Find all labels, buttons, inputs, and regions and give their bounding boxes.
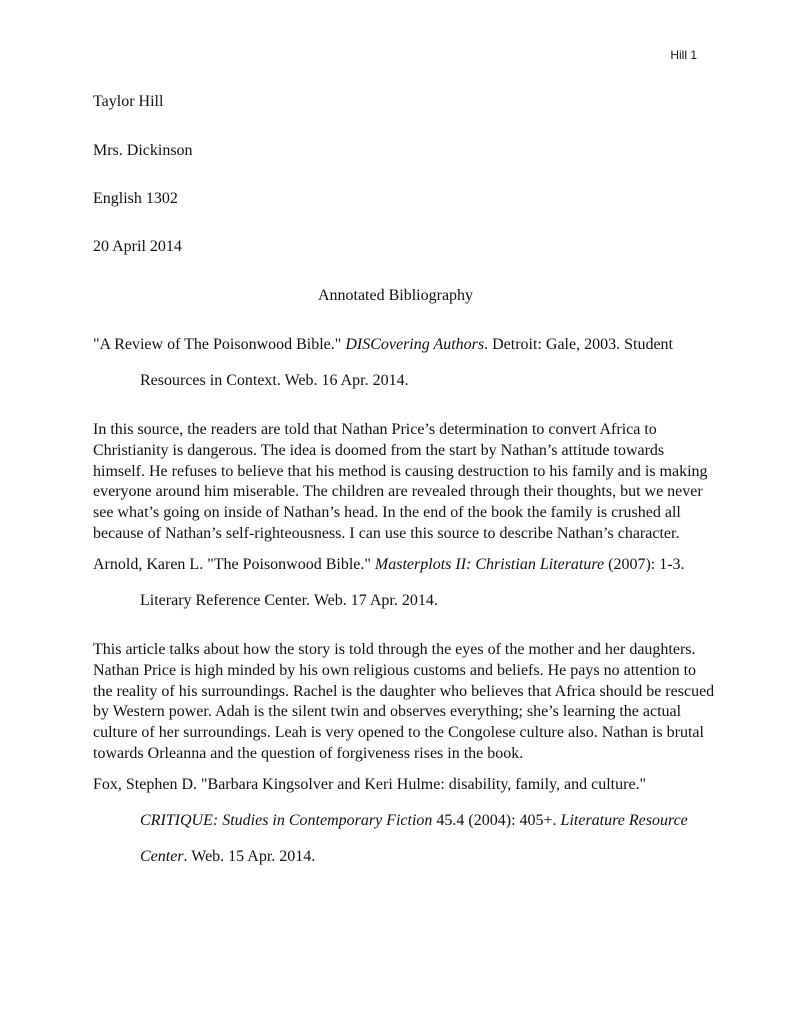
annotation-line: culture of her surroundings. Leah is very opened to the Congolese culture also. Nathan is brutal — [93, 724, 704, 742]
citation-2-text-a: Arnold, Karen L. "The Poisonwood Bible." — [93, 556, 375, 573]
annotation-2 — [93, 640, 715, 765]
citation-3-line-1: Fox, Stephen D. "Barbara Kingsolver and Keri Hulme: disability, family, and culture." — [93, 776, 647, 793]
annotation-line: the reality of his surroundings. Rachel is the daughter who believes that Africa should be rescued — [93, 682, 715, 700]
citation-3-database-end: Center — [140, 848, 184, 865]
paper-date: 20 April 2014 — [93, 238, 182, 255]
citation-1-line-1 — [93, 336, 673, 354]
annotation-line: Nathan Price is high minded by his own religious customs and beliefs. He pays no attention to — [93, 661, 697, 679]
annotation-line: everyone around him miserable. The children are revealed through their thoughts, but we never — [93, 483, 703, 501]
annotation-line: This article talks about how the story is told through the eyes of the mother and her daughters. — [93, 641, 696, 658]
annotation-1 — [93, 420, 708, 545]
citation-1-line-2: Resources in Context. Web. 16 Apr. 2014. — [140, 372, 409, 389]
annotation-line: himself. He refuses to believe that his method is causing destruction to his family and is making — [93, 462, 708, 480]
annotation-line: Christianity is dangerous. The idea is doomed from the start by Nathan’s attitude towards — [93, 441, 665, 459]
annotation-line: see what’s going on inside of Nathan’s head. In the end of the book the family is crushed all — [93, 504, 681, 522]
annotation-line: In this source, the readers are told that Nathan Price’s determination to convert Africa to — [93, 421, 657, 438]
page-title: Annotated Bibliography — [317, 287, 474, 304]
citation-3-text-b: 45.4 (2004): 405+. — [432, 812, 561, 829]
instructor-name: Mrs. Dickinson — [93, 142, 193, 159]
citation-1-text-a: "A Review of The Poisonwood Bible." — [93, 336, 346, 353]
course-name: English 1302 — [93, 190, 178, 207]
citation-3-text-c: . Web. 15 Apr. 2014. — [183, 848, 316, 865]
citation-1-source: DISCovering Authors — [345, 336, 485, 353]
annotation-line: by Western power. Adah is the silent twin and observes everything; she’s learning the actual — [93, 703, 682, 721]
citation-3-source: CRITIQUE: Studies in Contemporary Fiction — [140, 812, 433, 829]
citation-3-database: Literature Resource — [560, 812, 688, 829]
citation-2-line-1 — [93, 556, 685, 574]
citation-2-source: Masterplots II: Christian Literature — [374, 556, 605, 573]
citation-3-line-3 — [140, 848, 315, 866]
citation-2-text-b: (2007): 1-3. — [604, 556, 685, 573]
annotation-line: towards Orleanna and the question of forgiveness rises in the book. — [93, 744, 524, 762]
student-name: Taylor Hill — [93, 93, 164, 110]
citation-2-line-2: Literary Reference Center. Web. 17 Apr. 2014. — [140, 592, 438, 609]
citation-3-line-2 — [140, 812, 688, 830]
page-number: Hill 1 — [670, 48, 697, 62]
annotation-line: because of Nathan’s self-righteousness. I can use this source to describe Nathan’s character. — [93, 524, 680, 542]
citation-1-text-b: . Detroit: Gale, 2003. Student — [484, 336, 673, 353]
